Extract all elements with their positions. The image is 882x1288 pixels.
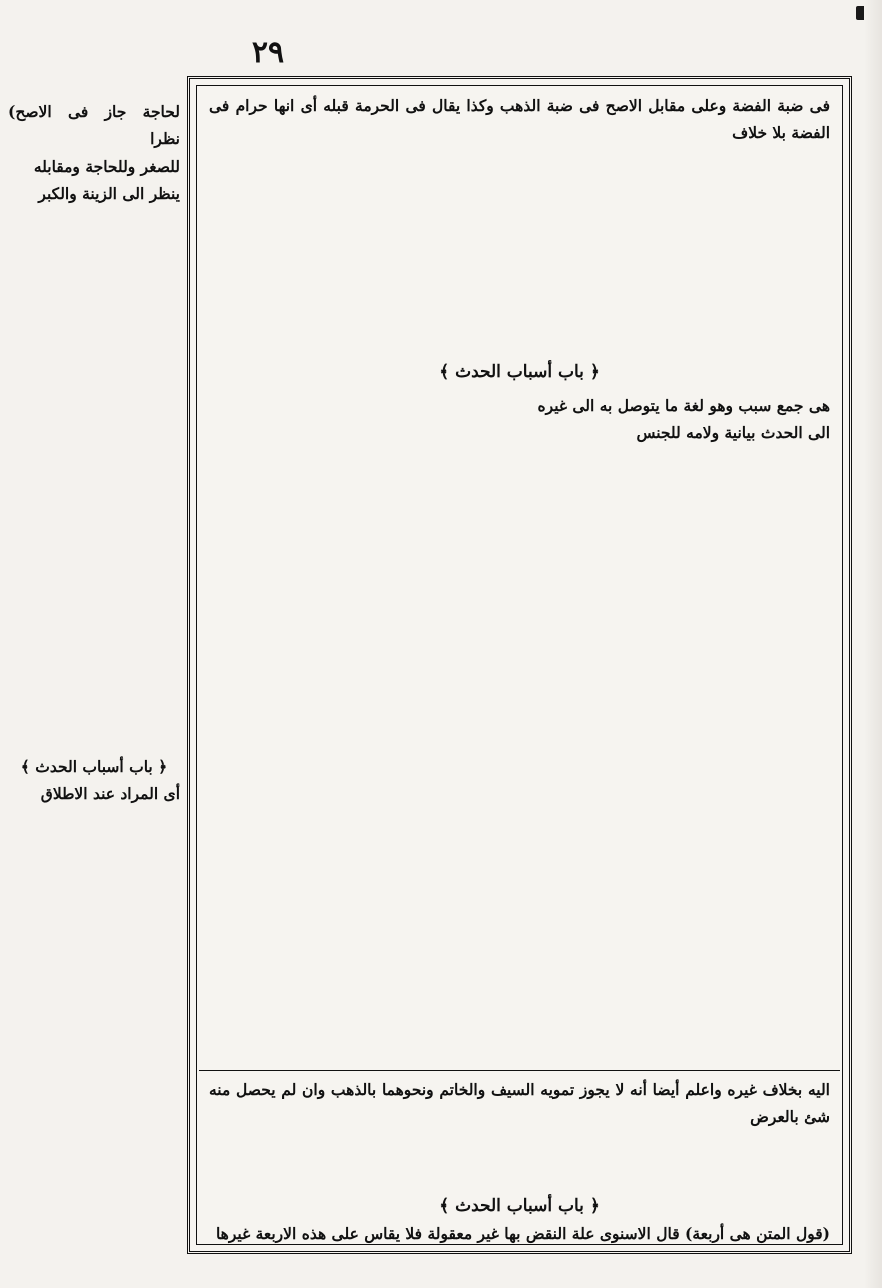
main-section-heading: ﴿ باب أسباب الحدث ﴾ [439,362,600,382]
side-line: للصغر وللحاجة ومقابله [33,156,180,176]
main-line: الى الحدث بيانية ولامه للجنس [636,423,830,443]
main-line: هى جمع سبب وهو لغة ما يتوصل به الى غيره [537,396,830,415]
main-line: فى ضبة الفضة وعلى مقابل الاصح فى ضبة الذهب وكذا يقال فى الحرمة قبله أى انها حرام فى الفضة بلا خلاف [209,96,830,143]
footnote-text [209,1076,830,1188]
footnote-last-text [209,1220,830,1250]
main-intro-text [209,92,830,308]
page-edge [864,0,882,1288]
footnote-line: (قول المتن هى أربعة) قال الاسنوى علة النقض بها غير معقولة فلا يقاس على هذه الاربعة غيرها [215,1224,830,1243]
side-line: ينظر الى الزينة والكبر [38,183,180,203]
main-text-inner-border [196,85,843,1245]
main-section-text [209,392,830,1062]
footnote-heading: ﴿ باب أسباب الحدث ﴾ [439,1196,600,1216]
page-number: ٢٩ [251,35,285,70]
side-subheading: ﴿ باب أسباب الحدث ﴾ [20,757,168,777]
footnote-divider [199,1070,840,1071]
footnote-line: اليه بخلاف غيره واعلم أيضا أنه لا يجوز تمويه السيف والخاتم ونحوهما بالذهب وان لم يحصل منه شئ بالعرض [209,1080,830,1127]
side-commentary-column [8,98,180,1178]
side-line: أى المراد عند الاطلاق [40,784,180,804]
side-line: لحاجة جاز فى الاصح) نظرا [8,102,180,149]
main-text-frame [187,76,852,1254]
